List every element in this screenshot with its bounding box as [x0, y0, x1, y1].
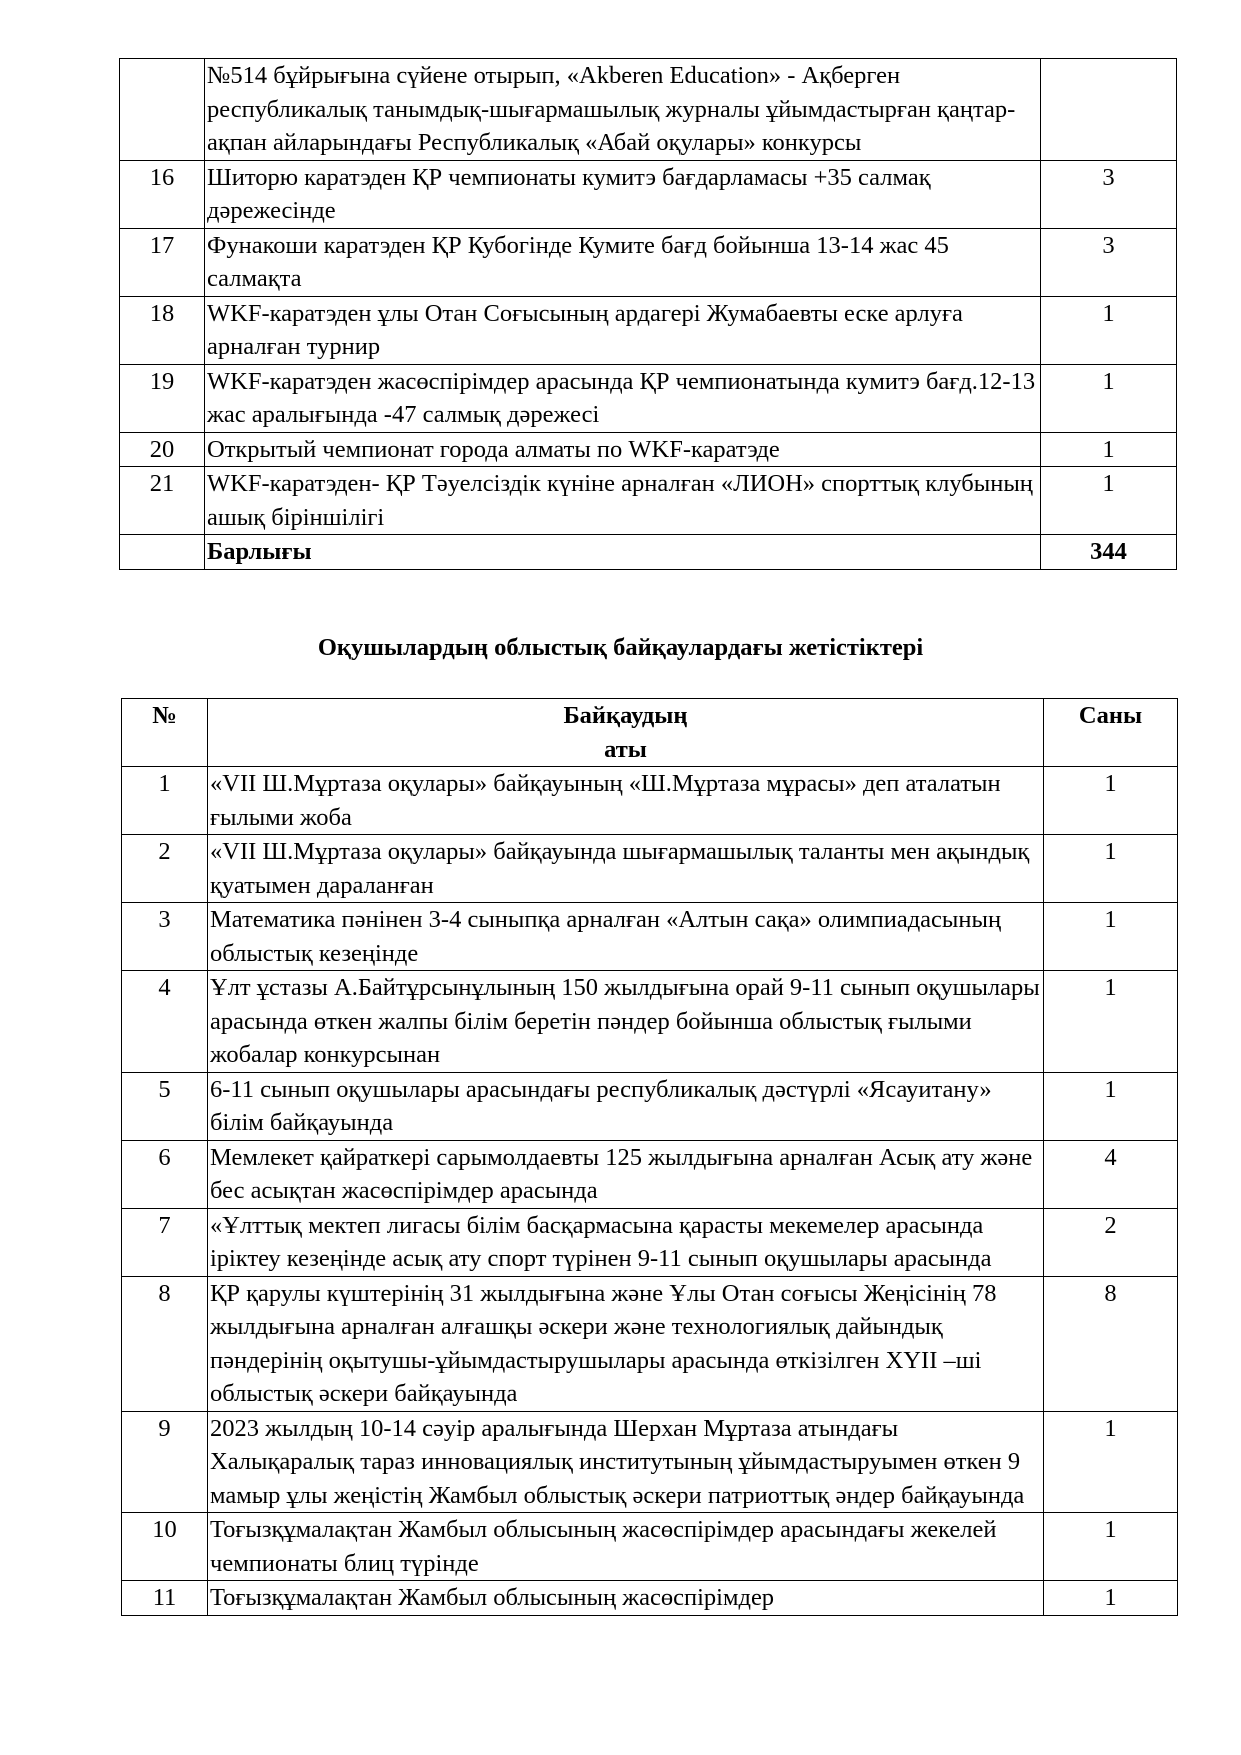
- table-row: [122, 1411, 1178, 1513]
- header-name-line2: аты: [604, 735, 647, 763]
- table-row: [120, 59, 1177, 161]
- competition-name: Открытый чемпионат города алматы по WKF-каратэде: [205, 432, 1041, 467]
- table-row: [122, 1140, 1178, 1208]
- row-number: 2: [122, 835, 208, 903]
- row-count: 1: [1044, 971, 1178, 1073]
- row-count: 1: [1044, 1072, 1178, 1140]
- row-number: 10: [122, 1513, 208, 1581]
- regional-achievements-table: [121, 698, 1178, 1616]
- achievements-table-continued: [119, 58, 1177, 570]
- competition-name: №514 бұйрығына сүйене отырып, «Akberen Education» - Ақберген республикалық танымдық-шығармашылық журналы ұйымдастырған қаңтар-ақпан айларындағы Республикалық «Абай оқулары» конкурсы: [205, 59, 1041, 161]
- competition-name: «VII Ш.Мұртаза оқулары» байқауында шығармашылық таланты мен ақындық қуатымен дараланған: [208, 835, 1044, 903]
- table-header-row: [122, 699, 1178, 767]
- row-number: 16: [120, 160, 205, 228]
- competition-name: WKF-каратэден жасөспірімдер арасында ҚР чемпионатында кумитэ бағд.12-13 жас аралығында -47 салмық дәрежесі: [205, 364, 1041, 432]
- total-row: [120, 535, 1177, 570]
- row-count: 1: [1041, 467, 1177, 535]
- header-count: Саны: [1044, 699, 1178, 767]
- table-row: [122, 1276, 1178, 1411]
- row-count: [1041, 59, 1177, 161]
- total-label: Барлығы: [205, 535, 1041, 570]
- total-value: 344: [1041, 535, 1177, 570]
- row-count: 8: [1044, 1276, 1178, 1411]
- table-row: [120, 296, 1177, 364]
- header-name: [208, 699, 1044, 767]
- row-number: 1: [122, 767, 208, 835]
- table-row: [120, 228, 1177, 296]
- header-number: №: [122, 699, 208, 767]
- row-count: 1: [1044, 767, 1178, 835]
- row-count: 1: [1041, 296, 1177, 364]
- competition-name: Мемлекет қайраткері сарымолдаевты 125 жылдығына арналған Асық ату және бес асықтан жасөспірімдер арасында: [208, 1140, 1044, 1208]
- competition-name: 2023 жылдың 10-14 сәуір аралығында Шерхан Мұртаза атындағы Халықаралық тараз инновациялық институтының ұйымдастыруымен өткен 9 мамыр ұлы жеңістің Жамбыл облыстық әскери патриоттық әндер байқауында: [208, 1411, 1044, 1513]
- row-count: 2: [1044, 1208, 1178, 1276]
- row-number: 3: [122, 903, 208, 971]
- competition-name: 6-11 сынып оқушылары арасындағы республикалық дәстүрлі «Ясауитану» білім байқауында: [208, 1072, 1044, 1140]
- row-number: 4: [122, 971, 208, 1073]
- row-number: 7: [122, 1208, 208, 1276]
- row-number: [120, 59, 205, 161]
- row-number: 8: [122, 1276, 208, 1411]
- competition-name: WKF-каратэден- ҚР Тәуелсіздік күніне арналған «ЛИОН» спорттық клубының ашық біріншілігі: [205, 467, 1041, 535]
- table-row: [122, 1581, 1178, 1616]
- table-row: [122, 1208, 1178, 1276]
- table-row: [122, 903, 1178, 971]
- competition-name: Фунакоши каратэден ҚР Кубогінде Кумите бағд бойынша 13-14 жас 45 салмақта: [205, 228, 1041, 296]
- total-number-cell: [120, 535, 205, 570]
- row-number: 21: [120, 467, 205, 535]
- competition-name: WKF-каратэден ұлы Отан Соғысының ардагері Жумабаевты еске арлуға арналған турнир: [205, 296, 1041, 364]
- row-count: 1: [1041, 364, 1177, 432]
- row-number: 17: [120, 228, 205, 296]
- competition-name: ҚР қарулы күштерінің 31 жылдығына және Ұлы Отан соғысы Жеңісінің 78 жылдығына арналған алғашқы әскери және технологиялық дайындық пәндерінің оқытушы-ұйымдастырушылары арасында өткізілген XYII –ші облыстық әскери байқауында: [208, 1276, 1044, 1411]
- row-count: 3: [1041, 160, 1177, 228]
- row-number: 20: [120, 432, 205, 467]
- table-row: [122, 1072, 1178, 1140]
- row-count: 1: [1044, 1581, 1178, 1616]
- table-row: [120, 467, 1177, 535]
- row-number: 19: [120, 364, 205, 432]
- table-row: [122, 1513, 1178, 1581]
- table-row: [122, 835, 1178, 903]
- competition-name: «Ұлттық мектеп лигасы білім басқармасына қарасты мекемелер арасында іріктеу кезеңінде асық ату спорт түрінен 9-11 сынып оқушылары арасында: [208, 1208, 1044, 1276]
- competition-name: Шиторю каратэден ҚР чемпионаты кумитэ бағдарламасы +35 салмақ дәрежесінде: [205, 160, 1041, 228]
- row-number: 5: [122, 1072, 208, 1140]
- row-count: 4: [1044, 1140, 1178, 1208]
- row-count: 1: [1044, 903, 1178, 971]
- table-row: [120, 160, 1177, 228]
- row-count: 1: [1044, 1411, 1178, 1513]
- table-row: [122, 971, 1178, 1073]
- competition-name: Тоғызқұмалақтан Жамбыл облысының жасөспірімдер арасындағы жекелей чемпионаты блиц түрінде: [208, 1513, 1044, 1581]
- competition-name: Ұлт ұстазы А.Байтұрсынұлының 150 жылдығына орай 9-11 сынып оқушылары арасында өткен жалпы білім беретін пәндер бойынша облыстық ғылыми жобалар конкурсынан: [208, 971, 1044, 1073]
- table-row: [120, 432, 1177, 467]
- row-count: 1: [1044, 1513, 1178, 1581]
- row-number: 18: [120, 296, 205, 364]
- competition-name: Математика пәнінен 3-4 сыныпқа арналған «Алтын сақа» олимпиадасының облыстық кезеңінде: [208, 903, 1044, 971]
- row-count: 3: [1041, 228, 1177, 296]
- row-count: 1: [1041, 432, 1177, 467]
- competition-name: Тоғызқұмалақтан Жамбыл облысының жасөспірімдер: [208, 1581, 1044, 1616]
- row-count: 1: [1044, 835, 1178, 903]
- header-name-line1: Байқаудың: [563, 702, 688, 729]
- row-number: 9: [122, 1411, 208, 1513]
- row-number: 6: [122, 1140, 208, 1208]
- table-row: [120, 364, 1177, 432]
- row-number: 11: [122, 1581, 208, 1616]
- competition-name: «VII Ш.Мұртаза оқулары» байқауының «Ш.Мұртаза мұрасы» деп аталатын ғылыми жоба: [208, 767, 1044, 835]
- table-row: [122, 767, 1178, 835]
- section-title: Оқушылардың облыстық байқаулардағы жетістіктері: [317, 634, 924, 661]
